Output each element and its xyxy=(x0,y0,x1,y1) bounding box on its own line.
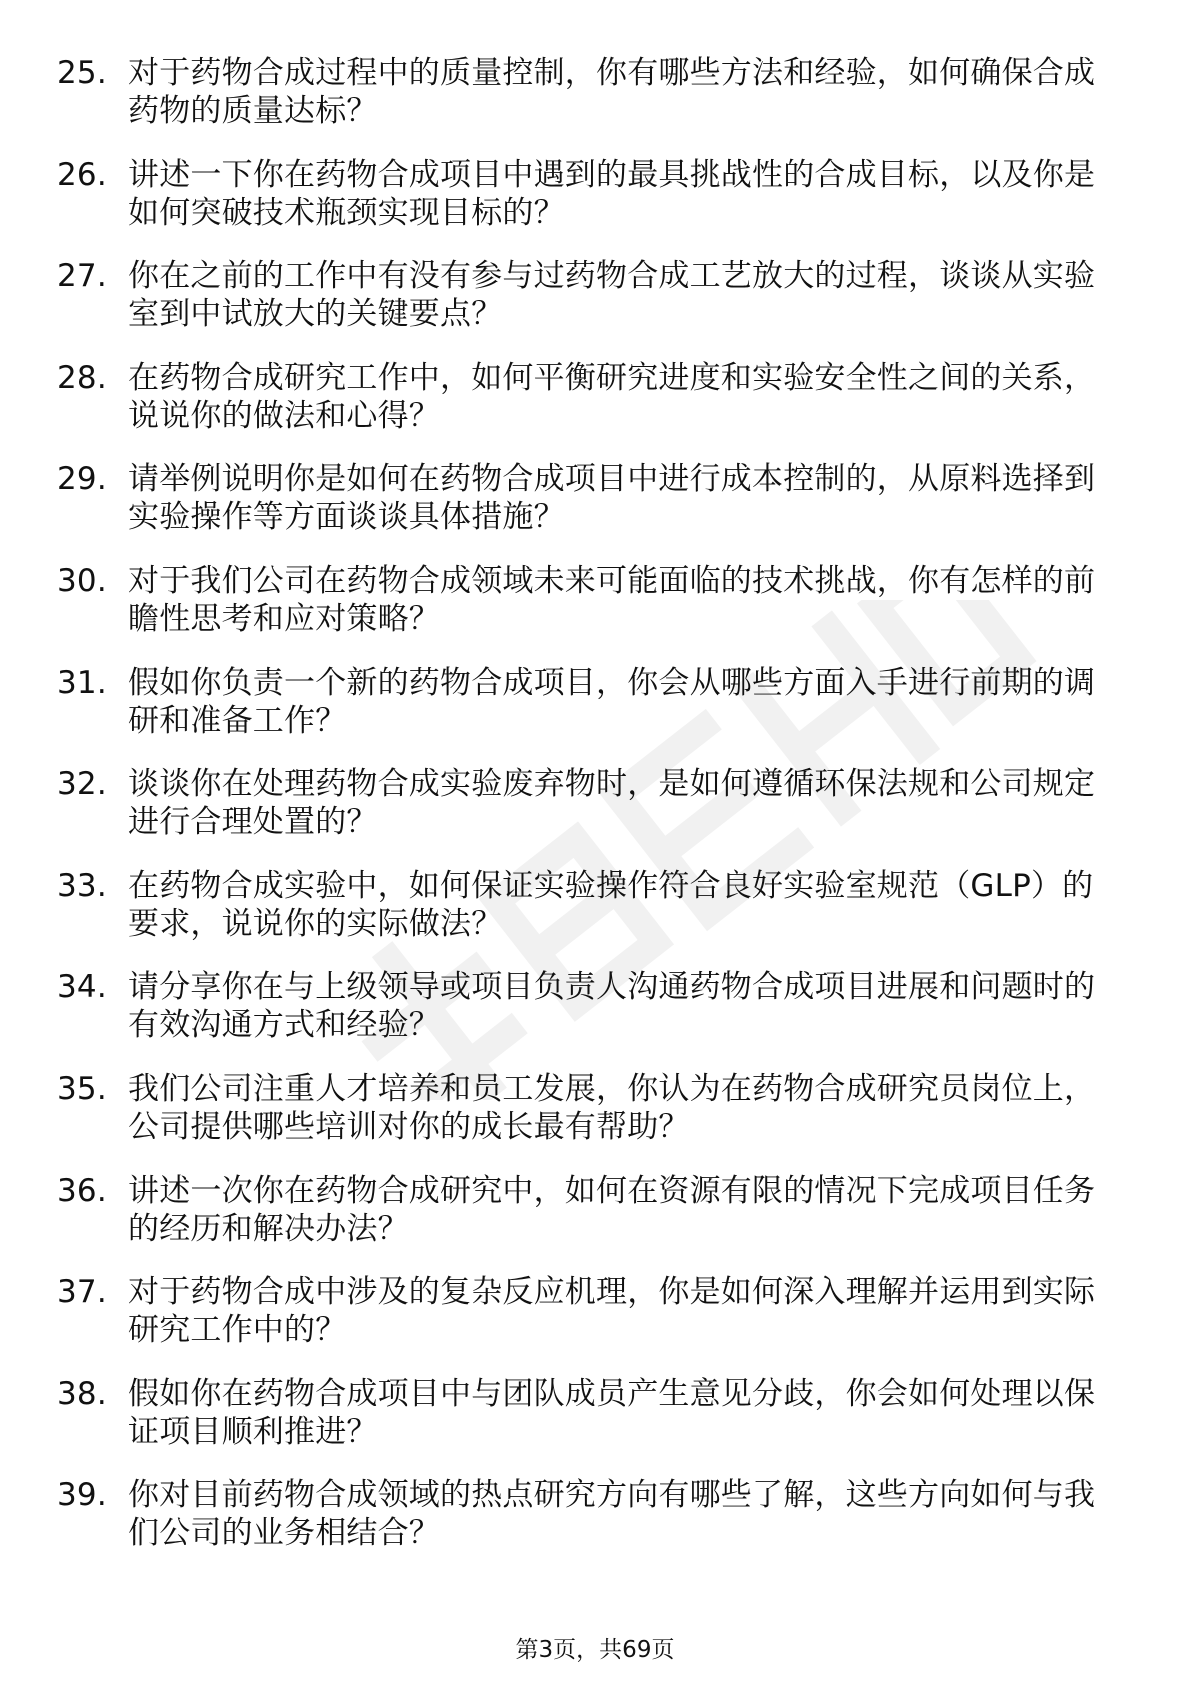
question-number: 34. xyxy=(57,969,107,1006)
question-text: 在药物合成实验中，如何保证实验操作符合良好实验室规范（GLP）的要求，说说你的实际做法？ xyxy=(128,867,1094,942)
question-text: 我们公司注重人才培养和员工发展，你认为在药物合成研究员岗位上，公司提供哪些培训对你的成长最有帮助？ xyxy=(128,1070,1096,1145)
question-text: 谈谈你在处理药物合成实验废弃物时，是如何遵循环保法规和公司规定进行合理处置的？ xyxy=(128,766,1096,841)
question-text: 对于药物合成过程中的质量控制，你有哪些方法和经验，如何确保合成药物的质量达标？ xyxy=(128,55,1096,129)
question-number: 28. xyxy=(57,359,107,396)
question-number: 31. xyxy=(57,664,107,701)
page-number-footer: 第3页，共69页 xyxy=(515,1637,675,1663)
question-item xyxy=(57,156,1117,232)
question-item xyxy=(57,1476,1117,1552)
question-text: 请举例说明你是如何在药物合成项目中进行成本控制的，从原料选择到实验操作等方面谈谈具体措施？ xyxy=(128,461,1096,536)
question-item xyxy=(57,1070,1117,1146)
question-text: 讲述一次你在药物合成研究中，如何在资源有限的情况下完成项目任务的经历和解决办法？ xyxy=(128,1172,1096,1247)
question-text: 请分享你在与上级领导或项目负责人沟通药物合成项目进展和问题时的有效沟通方式和经验？ xyxy=(128,969,1096,1044)
question-item xyxy=(57,460,1117,536)
question-number: 27. xyxy=(57,258,107,295)
question-item xyxy=(57,1172,1117,1248)
question-number: 36. xyxy=(57,1172,107,1209)
question-text: 假如你负责一个新的药物合成项目，你会从哪些方面入手进行前期的调研和准备工作？ xyxy=(128,664,1096,739)
question-text: 讲述一下你在药物合成项目中遇到的最具挑战性的合成目标，以及你是如何突破技术瓶颈实现目标的？ xyxy=(128,156,1096,231)
question-text: 对于我们公司在药物合成领域未来可能面临的技术挑战，你有怎样的前瞻性思考和应对策略？ xyxy=(128,562,1096,637)
question-item xyxy=(57,867,1117,943)
question-item xyxy=(57,968,1117,1044)
question-item xyxy=(57,1273,1117,1349)
question-text: 对于药物合成中涉及的复杂反应机理，你是如何深入理解并运用到实际研究工作中的？ xyxy=(128,1274,1096,1349)
question-number: 32. xyxy=(57,766,107,803)
question-item xyxy=(57,765,1117,841)
question-text: 假如你在药物合成项目中与团队成员产生意见分歧，你会如何处理以保证项目顺利推进？ xyxy=(128,1375,1096,1450)
question-text: 在药物合成研究工作中，如何平衡研究进度和实验安全性之间的关系，说说你的做法和心得？ xyxy=(128,359,1096,434)
question-number: 35. xyxy=(57,1070,107,1107)
question-text: 你在之前的工作中有没有参与过药物合成工艺放大的过程，谈谈从实验室到中试放大的关键要点？ xyxy=(128,258,1096,333)
question-number: 25. xyxy=(57,55,107,91)
question-number: 37. xyxy=(57,1274,107,1311)
question-number: 29. xyxy=(57,461,107,498)
question-number: 39. xyxy=(57,1477,107,1514)
question-list xyxy=(57,54,1117,1552)
question-item xyxy=(57,1375,1117,1451)
question-number: 38. xyxy=(57,1375,107,1412)
question-item xyxy=(57,562,1117,638)
question-text: 你对目前药物合成领域的热点研究方向有哪些了解，这些方向如何与我们公司的业务相结合？ xyxy=(128,1477,1096,1552)
question-item xyxy=(57,664,1117,740)
question-item xyxy=(57,257,1117,333)
question-item xyxy=(57,359,1117,435)
question-number: 30. xyxy=(57,562,107,599)
question-number: 33. xyxy=(57,867,107,904)
question-number: 26. xyxy=(57,156,107,193)
question-item xyxy=(57,54,1117,130)
